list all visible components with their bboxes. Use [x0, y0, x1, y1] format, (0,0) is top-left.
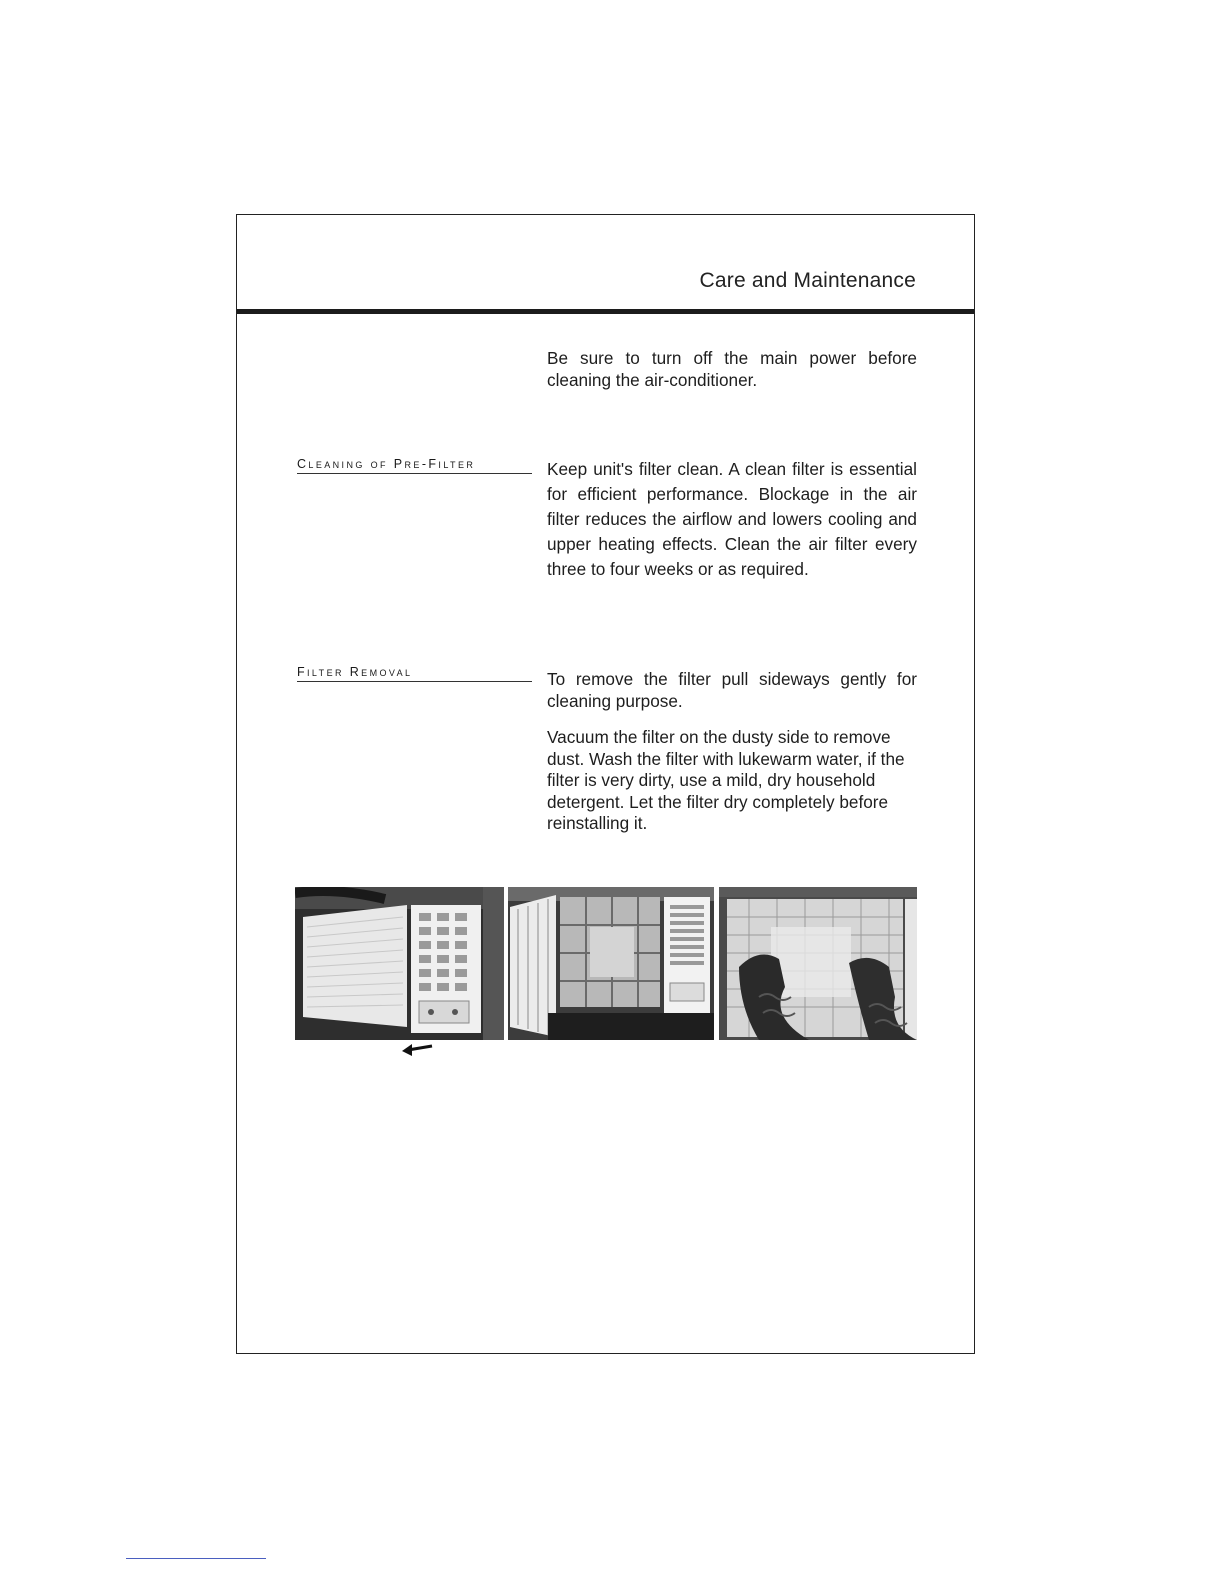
bottom-link-underline [126, 1558, 266, 1559]
filter-removal-text-2: Vacuum the filter on the dusty side to remove dust. Wash the filter with lukewarm water, if the filter is very dirty, use a mild, dry household detergent. Let the filter dry completely before reinstalling it. [547, 727, 905, 833]
pre-filter-text: Keep unit's filter clean. A clean filter is essential for efficient performance. Blockage in the air filter reduces the airflow and lowers cooling and upper heating effects. Clean the air filter every three to four weeks or as required. [547, 459, 917, 579]
filter-removal-text-1: To remove the filter pull sideways gently for cleaning purpose. [547, 669, 917, 711]
title-rule [237, 309, 974, 314]
air-conditioner-open-grille-photo [508, 887, 714, 1040]
air-conditioner-front-photo [295, 887, 504, 1040]
page-title: Care and Maintenance [699, 269, 916, 292]
arrow-left-icon [400, 1041, 434, 1057]
section-heading-pre-filter: Cleaning of Pre-Filter [297, 457, 532, 474]
page-frame [236, 214, 975, 1354]
section-heading-filter-removal: Filter Removal [297, 665, 532, 682]
intro-text: Be sure to turn off the main power before cleaning the air-conditioner. [547, 348, 917, 390]
photo-strip [295, 887, 917, 1041]
hands-removing-filter-photo [719, 887, 917, 1040]
